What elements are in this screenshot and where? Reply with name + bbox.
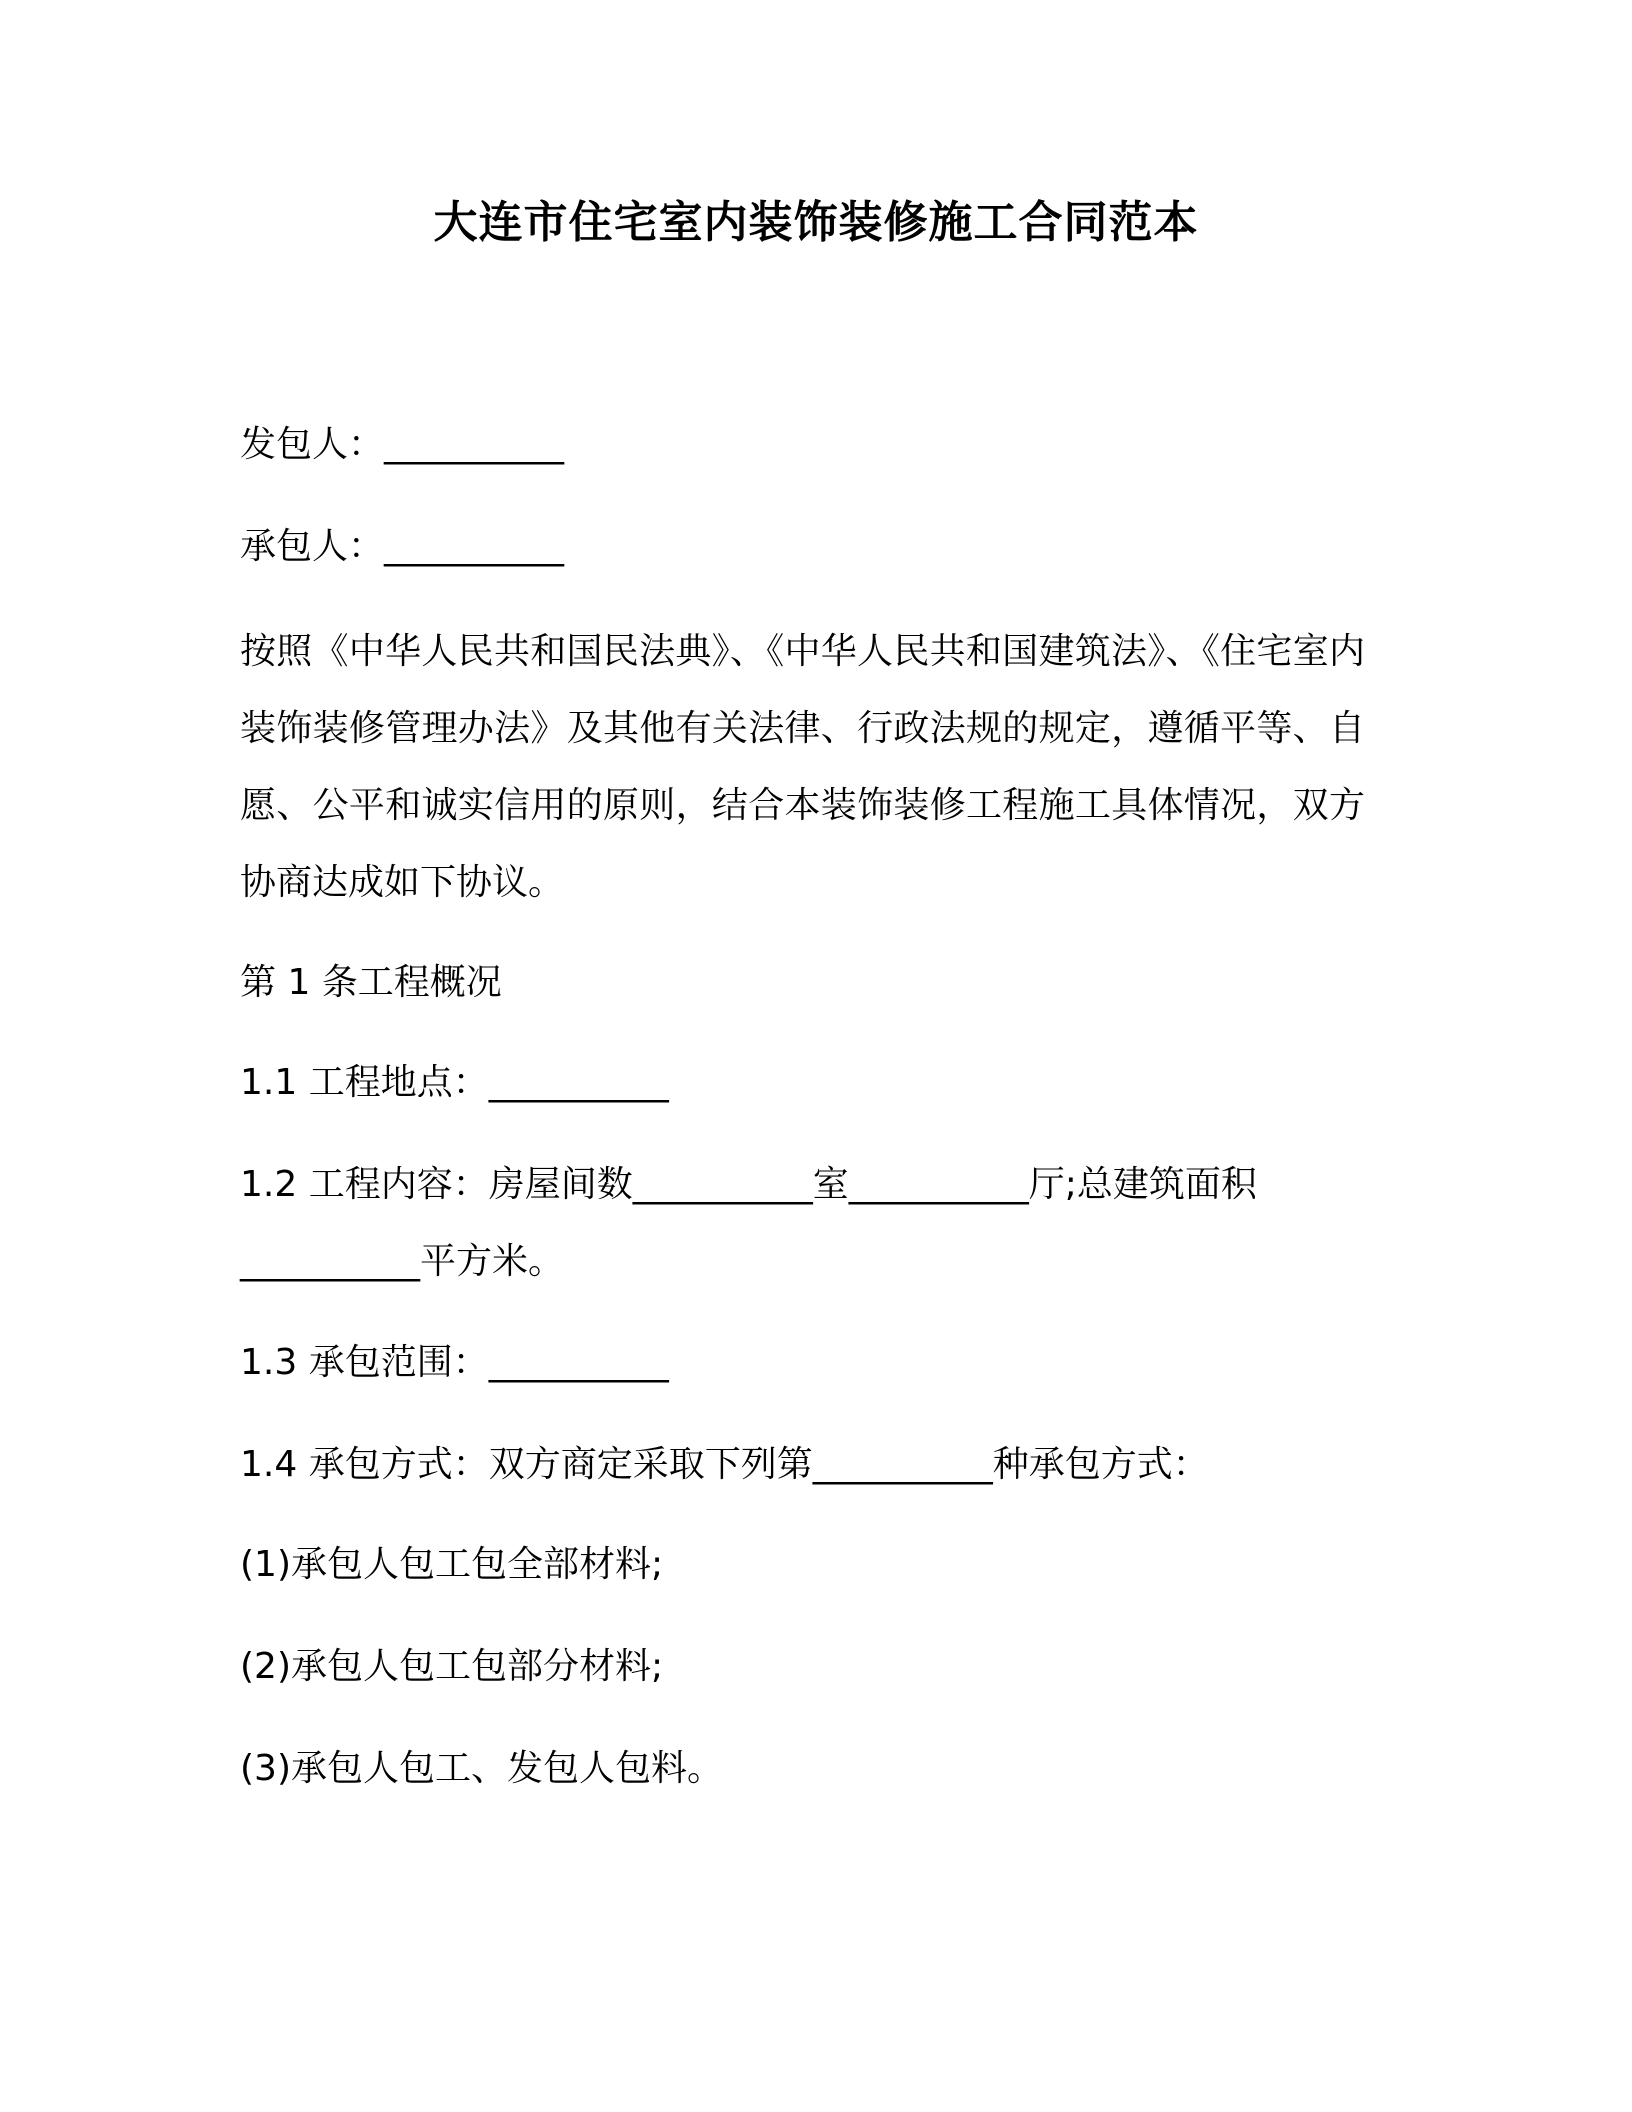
item-1-4: 1.4 承包方式：双方商定采取下列第__________种承包方式： [240, 1444, 1209, 1485]
preamble-paragraph: 按照《中华人民共和国民法典》、《中华人民共和国建筑法》、《住宅室内装饰装修管理办法》及其他有关法律、行政法规的规定，遵循平等、自愿、公平和诚实信用的原则，结合本装饰装修工程施工具体情况，双方协商达成如下协议。 [240, 631, 1365, 903]
option-3: (3)承包人包工、发包人包料。 [240, 1748, 723, 1789]
option-2: (2)承包人包工包部分材料; [240, 1646, 664, 1687]
item-1-1: 1.1 工程地点：__________ [240, 1062, 669, 1103]
employer-line: 发包人：__________ [240, 424, 565, 465]
document-title: 大连市住宅室内装饰装修施工合同范本 [433, 197, 1199, 248]
article-1-heading: 第 1 条工程概况 [240, 962, 502, 1003]
item-1-3: 1.3 承包范围：__________ [240, 1342, 669, 1383]
item-1-2-line-2: __________平方米。 [240, 1241, 565, 1282]
contractor-line: 承包人：__________ [240, 526, 565, 567]
item-1-2-line-1: 1.2 工程内容：房屋间数__________室__________厅;总建筑面积 [240, 1164, 1257, 1205]
option-1: (1)承包人包工包全部材料; [240, 1544, 664, 1585]
